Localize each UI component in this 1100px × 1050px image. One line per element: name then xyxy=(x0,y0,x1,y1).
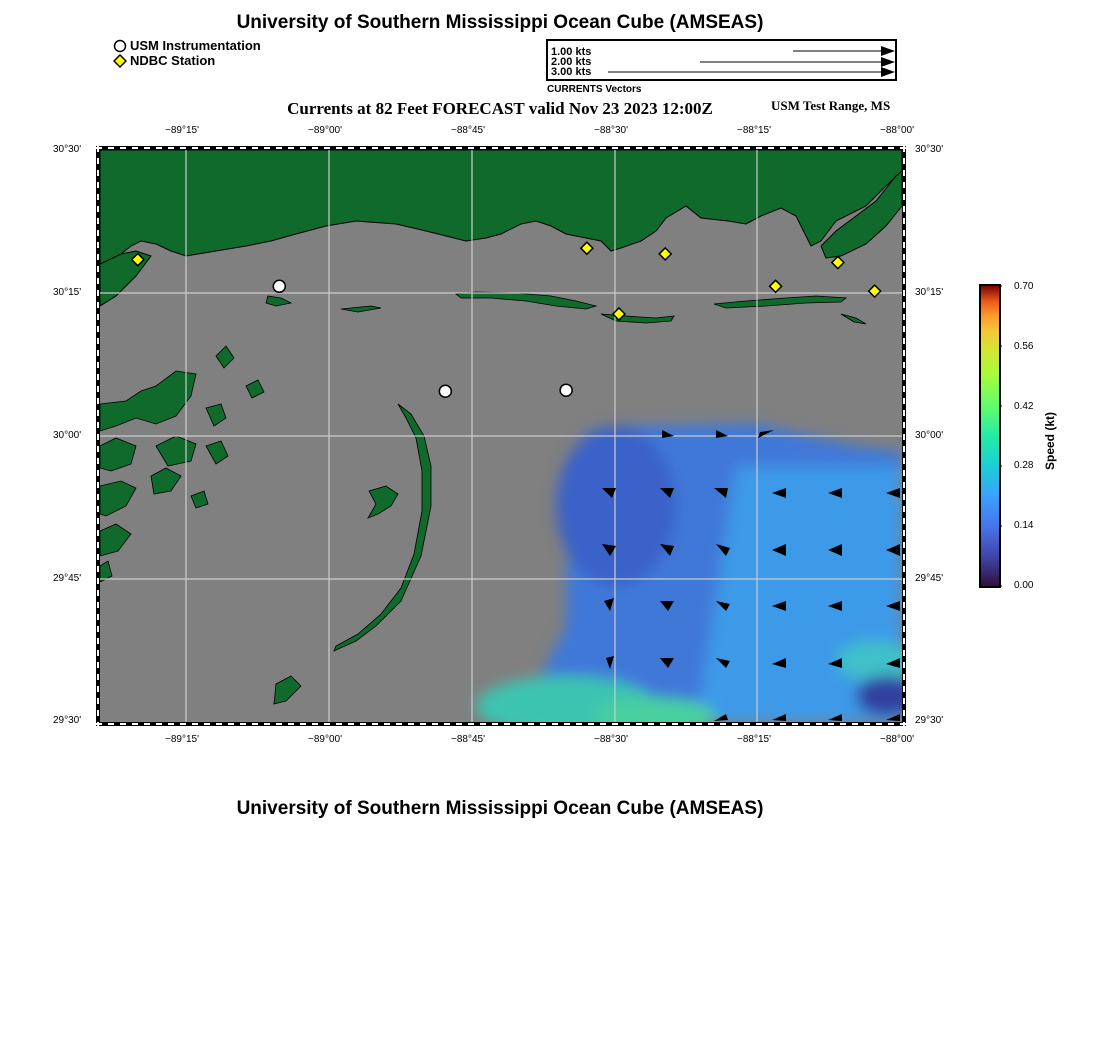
arrow-head-icon xyxy=(881,46,895,56)
colorbar-title: Speed (kt) xyxy=(1043,411,1057,470)
lon-tick-top-1: −89°15' xyxy=(165,125,199,136)
lon-tick-bottom-2: −89°00' xyxy=(308,734,342,745)
colorbar-tick-2: 0.56 xyxy=(1014,341,1034,352)
lat-tick-right-2: 30°15' xyxy=(915,287,944,298)
lon-tick-top-4: −88°30' xyxy=(594,125,628,136)
lat-tick-right-3: 30°00' xyxy=(915,430,944,441)
colorbar-tick-5: 0.14 xyxy=(1014,520,1034,531)
lat-tick-left-2: 30°15' xyxy=(53,287,82,298)
vector-scale-row-1: 1.00 kts xyxy=(551,46,592,58)
colorbar-tick-6: 0.00 xyxy=(1014,580,1034,591)
forecast-subtitle: Currents at 82 Feet FORECAST valid Nov 23 2023 12:00Z xyxy=(287,99,713,118)
usm-instrument-marker xyxy=(439,385,451,397)
lat-tick-left-3: 30°00' xyxy=(53,430,82,441)
lon-tick-top-3: −88°45' xyxy=(451,125,485,136)
colorbar-tick-1: 0.70 xyxy=(1014,281,1034,292)
lon-tick-top-2: −89°00' xyxy=(308,125,342,136)
vector-scale-row-3: 3.00 kts xyxy=(551,66,592,78)
lon-tick-bottom-3: −88°45' xyxy=(451,734,485,745)
lon-tick-top-5: −88°15' xyxy=(737,125,771,136)
colorbar-gradient xyxy=(981,286,999,586)
lat-tick-right-1: 30°30' xyxy=(915,144,944,155)
symbol-legend xyxy=(113,38,261,68)
footer-title: University of Southern Mississippi Ocean Cube (AMSEAS) xyxy=(236,798,764,819)
legend-ndbc-label: NDBC Station xyxy=(130,53,216,68)
legend-ndbc xyxy=(113,53,261,68)
usm-circle-icon xyxy=(113,39,127,53)
lat-tick-left-5: 29°30' xyxy=(53,715,82,726)
map-panel xyxy=(96,146,906,726)
vector-scale-arrows xyxy=(548,41,895,79)
colorbar xyxy=(978,283,1002,589)
usm-instrument-marker xyxy=(273,280,285,292)
lon-tick-bottom-5: −88°15' xyxy=(737,734,771,745)
vector-scale-box xyxy=(546,39,897,81)
lat-tick-right-4: 29°45' xyxy=(915,573,944,584)
colorbar-tick-4: 0.28 xyxy=(1014,460,1034,471)
arrow-head-icon xyxy=(881,67,895,77)
region-label: USM Test Range, MS xyxy=(771,98,891,113)
arrow-head-icon xyxy=(881,57,895,67)
lat-tick-left-4: 29°45' xyxy=(53,573,82,584)
legend-usm-label: USM Instrumentation xyxy=(130,38,261,53)
legend-usm xyxy=(113,38,261,53)
lon-tick-bottom-6: −88°00' xyxy=(880,734,914,745)
ndbc-diamond-icon xyxy=(113,54,127,68)
page-title: University of Southern Mississippi Ocean Cube (AMSEAS) xyxy=(236,12,764,33)
usm-instrument-marker xyxy=(560,384,572,396)
lon-tick-top-6: −88°00' xyxy=(880,125,914,136)
lon-tick-bottom-1: −89°15' xyxy=(165,734,199,745)
lat-tick-left-1: 30°30' xyxy=(53,144,82,155)
lat-tick-right-5: 29°30' xyxy=(915,715,944,726)
vector-scale-row-2: 2.00 kts xyxy=(551,56,592,68)
colorbar-tick-3: 0.42 xyxy=(1014,401,1034,412)
lon-tick-bottom-4: −88°30' xyxy=(594,734,628,745)
vector-scale-caption: CURRENTS Vectors xyxy=(547,84,642,95)
